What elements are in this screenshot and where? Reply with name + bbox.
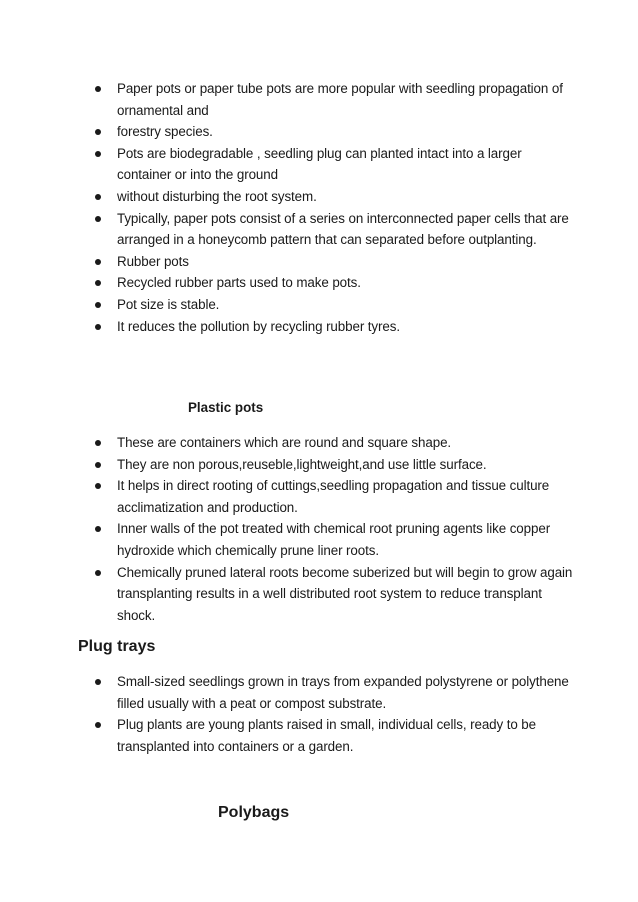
list-item	[95, 671, 575, 714]
list-item	[95, 562, 575, 627]
bullet-icon	[95, 722, 101, 728]
list-item-text: It helps in direct rooting of cuttings,seedling propagation and tissue culture acclimatization and production.	[117, 478, 550, 515]
list-item	[95, 251, 575, 273]
list-item	[95, 714, 575, 757]
list-item-text: These are containers which are round and square shape.	[117, 435, 452, 450]
list-item	[95, 143, 575, 186]
list-item-text: Inner walls of the pot treated with chemical root pruning agents like copper hydroxide which chemically prune liner roots.	[117, 521, 551, 558]
list-item	[95, 186, 575, 208]
list-item	[95, 208, 575, 251]
bullet-icon	[95, 324, 101, 330]
bullet-icon	[95, 570, 101, 576]
list-item	[95, 272, 575, 294]
bullet-icon	[95, 259, 101, 265]
bullet-icon	[95, 216, 101, 222]
bullet-icon	[95, 679, 101, 685]
list-item-text: forestry species.	[117, 124, 213, 140]
list-item-text: Rubber pots	[117, 253, 189, 269]
plug-trays-bullet-list	[95, 671, 575, 757]
list-item-text: Small-sized seedlings grown in trays from expanded polystyrene or polythene filled usually with a peat or compost substrate.	[117, 674, 569, 711]
bullet-icon	[95, 302, 101, 308]
bullet-icon	[95, 151, 101, 157]
list-item	[95, 518, 575, 561]
plastic-pots-bullet-list	[95, 432, 575, 626]
list-item	[95, 316, 575, 338]
bullet-icon	[95, 462, 101, 468]
paper-pots-bullet-list	[95, 78, 575, 337]
bullet-icon	[95, 440, 101, 446]
list-item	[95, 475, 575, 518]
list-item	[95, 294, 575, 316]
list-item-text: It reduces the pollution by recycling rubber tyres.	[117, 318, 400, 334]
bullet-icon	[95, 483, 101, 489]
list-item-text: Pots are biodegradable , seedling plug can planted intact into a larger container or into the ground	[117, 145, 522, 183]
bullet-icon	[95, 86, 101, 92]
list-item-text: Typically, paper pots consist of a series on interconnected paper cells that are arranged in a honeycomb pattern that can separated before outplanting.	[117, 210, 569, 248]
list-item-text: Pot size is stable.	[117, 296, 220, 312]
bullet-icon	[95, 526, 101, 532]
list-item-text: Recycled rubber parts used to make pots.	[117, 275, 361, 291]
bullet-icon	[95, 280, 101, 286]
bullet-icon	[95, 194, 101, 200]
list-item-text: without disturbing the root system.	[117, 188, 317, 204]
list-item-text: Chemically pruned lateral roots become suberized but will begin to grow again transplanting results in a well distributed root system to reduce transplant shock.	[117, 564, 573, 623]
list-item	[95, 121, 575, 143]
list-item	[95, 432, 575, 454]
list-item-text: Paper pots or paper tube pots are more popular with seedling propagation of ornamental and	[117, 81, 563, 118]
section-heading-plastic-pots: Plastic pots	[188, 400, 264, 415]
bullet-icon	[95, 129, 101, 135]
list-item-text: Plug plants are young plants raised in small, individual cells, ready to be transplanted into containers or a garden.	[117, 717, 537, 754]
section-heading-plug-trays: Plug trays	[78, 638, 156, 655]
list-item-text: They are non porous,reuseble,lightweight,and use little surface.	[117, 456, 487, 472]
section-heading-polybags: Polybags	[218, 804, 290, 821]
list-item	[95, 454, 575, 476]
list-item	[95, 78, 575, 121]
